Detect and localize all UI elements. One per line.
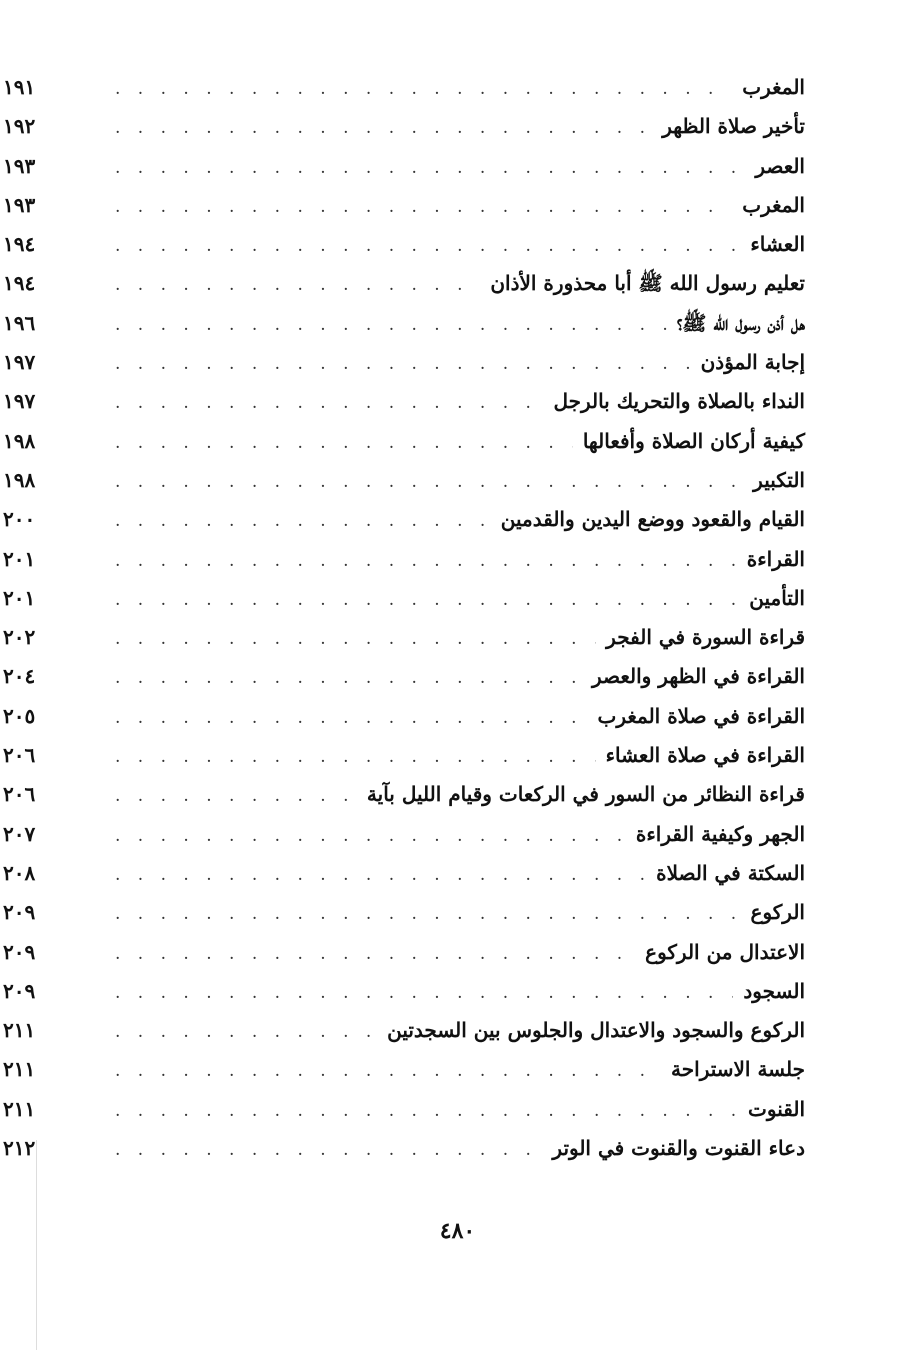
toc-entry-page: ١٩٢ [3,114,36,139]
margin-rule [36,1140,37,1350]
toc-entry-page: ٢٠١ [3,546,36,571]
toc-entry-page: ١٩٧ [3,350,36,375]
toc-entry-title: قراءة السورة في الفجر [606,625,805,650]
toc-entry-title: المغرب [742,192,805,217]
toc-entry-title: القنوت [748,1096,805,1121]
dot-leader [115,109,652,148]
dot-leader [115,935,635,974]
toc-entry-title: القراءة في صلاة العشاء [605,743,805,768]
toc-entry [3,579,805,618]
toc-entry [3,1050,805,1089]
toc-entry [3,697,805,736]
dot-leader [115,227,740,266]
dot-leader [115,384,543,423]
toc-entry [3,972,805,1011]
toc-entry-page: ١٩٨ [3,428,36,453]
dot-leader [115,659,582,698]
dot-leader [115,1131,542,1170]
toc-entry-title: تعليم رسول الله ﷺ أبا محذورة الأذان [490,271,805,296]
dot-leader [115,70,732,109]
dot-leader [115,777,357,816]
toc-entry-page: ١٩٧ [3,389,36,414]
toc-entry-title: العشاء [750,232,805,257]
toc-entry [3,343,805,382]
toc-entry-title: الركوع والسجود والاعتدال والجلوس بين السجدتين [387,1018,805,1043]
toc-entry-title: الجهر وكيفية القراءة [635,821,805,846]
toc-entry-page: ٢١١ [3,1057,36,1082]
toc-entry-title: إجابة المؤذن [700,350,805,375]
toc-entry [3,736,805,775]
toc-entry-page: ١٩٣ [3,153,36,178]
toc-entry-title: القراءة في الظهر والعصر [591,664,805,689]
dot-leader [115,581,739,620]
dot-leader [115,895,741,934]
toc-entry-page: ١٩٨ [3,467,36,492]
toc-entry [3,618,805,657]
toc-entry-title: القراءة [746,546,805,571]
toc-entry [3,422,805,461]
toc-entry-page: ٢٠٩ [3,900,36,925]
toc-entry [3,657,805,696]
dot-leader [115,463,743,502]
toc-entry-title: التأمين [749,585,805,610]
dot-leader [115,266,480,305]
toc-entry-title: الركوع [750,900,805,925]
toc-entry-title: النداء بالصلاة والتحريك بالرجل [553,389,805,414]
toc-entry-title: دعاء القنوت والقنوت في الوتر [552,1136,805,1161]
dot-leader [115,306,667,345]
toc-entry-title: تأخير صلاة الظهر [662,114,805,139]
toc-entry-title: العصر [755,153,805,178]
toc-entry [3,225,805,264]
dot-leader [115,1052,661,1091]
toc-entry-page: ١٩٣ [3,192,36,217]
dot-leader [115,1013,377,1052]
toc-entry-page: ٢١١ [3,1018,36,1043]
toc-entry-page: ٢٠٢ [3,625,36,650]
toc-entry [3,540,805,579]
toc-entry-page: ٢٠٤ [3,664,36,689]
toc-entry [3,815,805,854]
toc-entry-title: كيفية أركان الصلاة وأفعالها [582,428,805,453]
toc-entry-title: السجود [743,978,805,1003]
table-of-contents [3,68,805,1168]
toc-entry-page: ٢٠٦ [3,743,36,768]
dot-leader [115,345,691,384]
toc-entry [3,147,805,186]
dot-leader [115,620,596,659]
toc-entry-title: القيام والقعود ووضع اليدين والقدمين [500,507,805,532]
toc-entry-title: هل أذن رسول الله ﷺ؟ [676,310,805,335]
page-number: ٤٨٠ [439,1218,476,1244]
toc-entry [3,186,805,225]
toc-entry-page: ١٩٤ [3,232,36,257]
toc-entry-page: ٢٠٥ [3,703,36,728]
toc-entry-page: ٢١٢ [3,1136,36,1161]
toc-entry-page: ٢٠٠ [3,507,36,532]
toc-entry-title: التكبير [753,467,805,492]
toc-entry [3,854,805,893]
dot-leader [115,699,588,738]
dot-leader [115,1092,738,1131]
toc-entry-page: ٢٠٨ [3,860,36,885]
toc-entry [3,107,805,146]
toc-entry [3,933,805,972]
toc-entry-title: الاعتدال من الركوع [645,939,805,964]
toc-entry [3,500,805,539]
dot-leader [115,817,626,856]
toc-entry-page: ٢٠٩ [3,939,36,964]
toc-entry-page: ١٩١ [3,75,36,99]
toc-entry-title: قراءة النظائر من السور في الركعات وقيام الليل بآية [366,782,805,807]
toc-entry [3,264,805,303]
toc-entry-title: القراءة في صلاة المغرب [597,703,805,728]
toc-entry-page: ٢١١ [3,1096,36,1121]
toc-entry-page: ٢٠٦ [3,782,36,807]
toc-entry [3,893,805,932]
toc-entry [3,1011,805,1050]
toc-entry-page: ٢٠١ [3,585,36,610]
toc-entry-page: ١٩٦ [3,310,36,335]
toc-entry [3,775,805,814]
toc-entry [3,382,805,421]
toc-entry-title: المغرب [742,75,805,99]
toc-entry [3,304,805,343]
toc-entry [3,68,805,107]
toc-entry-title: السكتة في الصلاة [656,860,805,885]
toc-entry [3,1090,805,1129]
dot-leader [115,502,491,541]
toc-entry-page: ١٩٤ [3,271,36,296]
dot-leader [115,149,745,188]
toc-entry-page: ٢٠٧ [3,821,36,846]
dot-leader [115,974,733,1013]
dot-leader [115,542,737,581]
toc-entry [3,1129,805,1168]
toc-entry-title: جلسة الاستراحة [671,1057,805,1082]
dot-leader [115,856,646,895]
dot-leader [115,188,732,227]
dot-leader [115,738,596,777]
toc-entry-page: ٢٠٩ [3,978,36,1003]
dot-leader [115,424,573,463]
toc-entry [3,461,805,500]
